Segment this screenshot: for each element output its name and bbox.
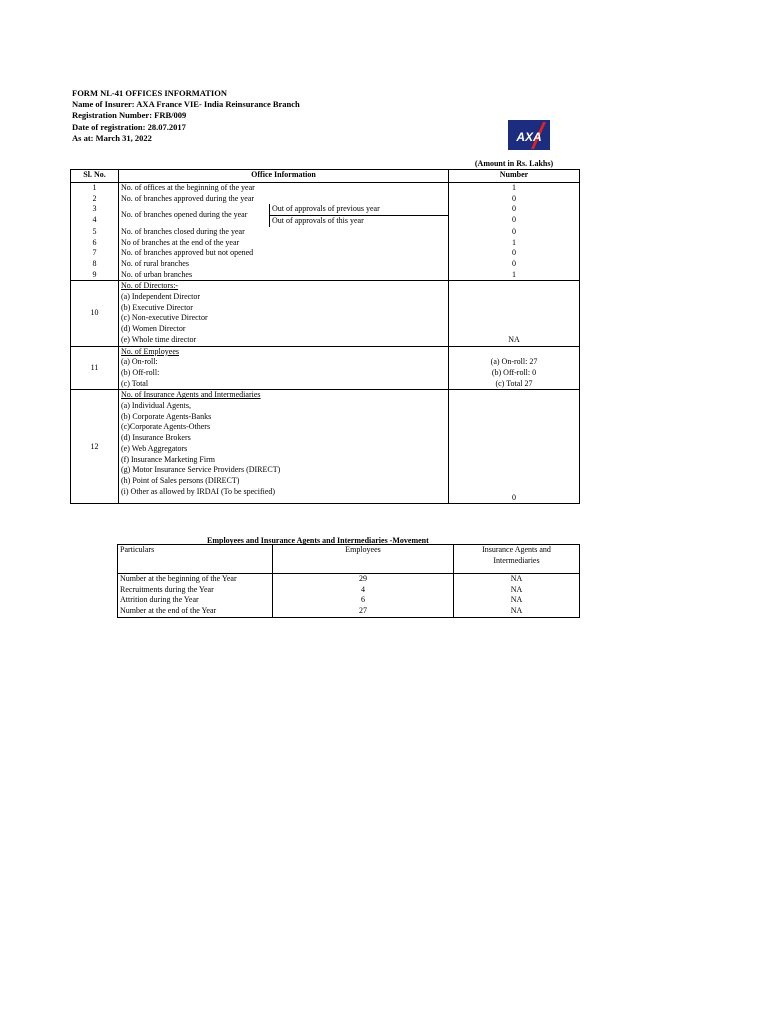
as-at-date: As at: March 31, 2022: [72, 132, 152, 143]
agents-item: (h) Point of Sales persons (DIRECT): [121, 475, 240, 485]
registration-date: Date of registration: 28.07.2017: [72, 121, 186, 132]
movement-label: Attrition during the Year: [118, 595, 273, 606]
approvals-previous-year: Out of approvals of previous year: [269, 204, 448, 216]
employees-value: (b) Off-roll: 0: [491, 367, 537, 377]
movement-row: [118, 585, 580, 596]
movement-row: [118, 574, 580, 585]
form-header: [72, 88, 300, 144]
row-sl: 5: [71, 227, 119, 238]
directors-title: No. of Directors:-: [121, 281, 179, 291]
movement-header-row: [118, 545, 580, 574]
row-number: 0: [512, 193, 516, 203]
employees-info: [119, 346, 449, 390]
employees-item: (a) On-roll:: [121, 357, 158, 367]
directors-item: (c) Non-executive Director: [121, 313, 208, 323]
movement-label: Recruitments during the Year: [118, 585, 273, 596]
table-row: [71, 238, 580, 249]
employees-item: (b) Off-roll:: [121, 367, 160, 377]
row-info: No. of branches approved but not opened: [119, 248, 449, 259]
row-number: 1: [512, 183, 516, 192]
agents-row: [71, 390, 580, 504]
svg-text:AXA: AXA: [516, 130, 542, 144]
movement-row: [118, 595, 580, 606]
header-office-info: Office Information: [119, 170, 449, 183]
employees-value: (c) Total 27: [495, 378, 533, 388]
row-info: No. of branches closed during the year: [119, 227, 449, 238]
branches-opened-label: No. of branches opened during the year: [121, 210, 248, 220]
agents-item: (e) Web Aggregators: [121, 443, 188, 453]
movement-row: [118, 606, 580, 617]
row-sl-4: 4: [92, 215, 97, 225]
directors-row: [71, 281, 580, 346]
agents-info: [119, 390, 449, 504]
table-row: [71, 270, 580, 281]
table-row: [71, 248, 580, 259]
row-sl: 9: [71, 270, 119, 281]
row-info: No. of rural branches: [119, 259, 449, 270]
header-employees: Employees: [273, 545, 454, 574]
movement-title: Employees and Insurance Agents and Intermediaries -Movement: [207, 536, 429, 545]
office-information-table: [70, 169, 580, 504]
directors-item: (e) Whole time director: [121, 334, 197, 344]
row-number: 0: [512, 248, 516, 258]
movement-employees: 6: [273, 595, 454, 606]
movement-agents: NA: [510, 595, 523, 605]
table-row: [71, 204, 580, 226]
row-sl: 6: [71, 238, 119, 249]
agents-item: (g) Motor Insurance Service Providers (DIRECT): [121, 465, 281, 475]
row-sl: 12: [71, 390, 119, 504]
header-agents-line1: Insurance Agents and: [482, 545, 551, 554]
header-agents-line2: Intermediaries: [493, 555, 540, 565]
employees-values: [449, 346, 580, 390]
table-row: [71, 183, 580, 194]
amount-note: (Amount in Rs. Lakhs): [474, 159, 554, 168]
insurer-name: Name of Insurer: AXA France VIE- India Reinsurance Branch: [72, 99, 300, 110]
directors-info: [119, 281, 449, 346]
row-number: 1: [512, 269, 516, 279]
table-row: [71, 194, 580, 205]
directors-item: (b) Executive Director: [121, 302, 193, 312]
agents-item: (a) Individual Agents,: [121, 401, 191, 411]
row-number-3: 0: [512, 204, 516, 214]
row-info: No. of offices at the beginning of the year: [119, 183, 449, 194]
row-info: No. of urban branches: [119, 270, 449, 281]
directors-value: NA: [449, 281, 580, 346]
movement-agents: NA: [510, 584, 523, 594]
agents-title: No. of Insurance Agents and Intermediaries: [121, 390, 261, 400]
row-sl-3: 3: [92, 204, 97, 214]
row-sl: 7: [71, 248, 119, 259]
row-number-4: 0: [512, 215, 516, 225]
movement-employees: 27: [273, 606, 454, 617]
movement-employees: 29: [273, 574, 454, 585]
header-particulars: Particulars: [118, 545, 273, 574]
movement-table: [117, 544, 580, 618]
row-info: No of branches at the end of the year: [119, 238, 449, 249]
form-title: FORM NL-41 OFFICES INFORMATION: [72, 88, 227, 98]
agents-item: (d) Insurance Brokers: [121, 433, 191, 443]
row-sl: 11: [71, 346, 119, 390]
header-agents: [454, 545, 580, 574]
approvals-this-year: Out of approvals of this year: [269, 216, 448, 227]
header-slno: Sl. No.: [71, 170, 119, 183]
branches-opened-cell: [119, 204, 449, 226]
directors-item: (d) Women Director: [121, 324, 186, 334]
table-row: [71, 227, 580, 238]
row-number: 1: [512, 237, 516, 247]
movement-employees: 4: [273, 585, 454, 596]
row-sl: 8: [71, 259, 119, 270]
movement-label: Number at the beginning of the Year: [118, 574, 273, 585]
axa-logo: [508, 120, 550, 150]
agents-item: (c)Corporate Agents-Others: [121, 422, 211, 432]
row-info: No. of branches approved during the year: [119, 194, 449, 205]
employees-title: No. of Employees: [121, 346, 179, 356]
row-sl: 1: [71, 183, 119, 194]
row-sl: 10: [71, 281, 119, 346]
registration-number: Registration Number: FRB/009: [72, 110, 187, 121]
movement-agents: NA: [510, 574, 523, 583]
agents-item: (i) Other as allowed by IRDAI (To be specified): [121, 486, 276, 496]
employees-value: (a) On-roll: 27: [490, 357, 538, 367]
row-sl: [71, 204, 119, 226]
table-row: [71, 259, 580, 270]
row-number: [449, 204, 580, 226]
employees-item: (c) Total: [121, 378, 149, 388]
row-number: 0: [512, 226, 516, 236]
directors-item: (a) Independent Director: [121, 292, 201, 302]
movement-label: Number at the end of the Year: [118, 606, 273, 617]
agents-value: 0: [449, 390, 580, 504]
agents-item: (b) Corporate Agents-Banks: [121, 411, 212, 421]
agents-item: (f) Insurance Marketing Firm: [121, 454, 215, 464]
movement-agents: NA: [510, 606, 523, 616]
employees-row: [71, 346, 580, 390]
row-sl: 2: [71, 194, 119, 205]
header-number: Number: [449, 170, 580, 183]
table-header-row: [71, 170, 580, 183]
row-number: 0: [512, 258, 516, 268]
